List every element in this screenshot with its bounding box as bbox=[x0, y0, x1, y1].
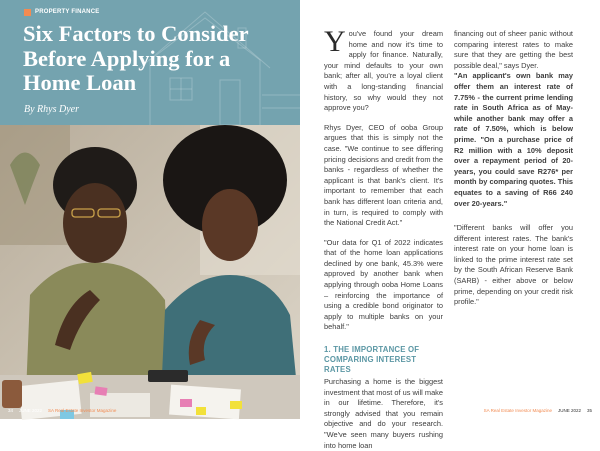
left-page-footer bbox=[8, 408, 116, 413]
left-page bbox=[0, 0, 300, 419]
section-subhead: 1. THE IMPORTANCE OF COMPARING INTEREST RATES bbox=[324, 345, 420, 375]
left-footer-magazine: SA Real Estate Investor Magazine bbox=[48, 408, 117, 413]
right-footer-issue: JUNE 2022 bbox=[557, 408, 581, 413]
article-byline: By Rhys Dyer bbox=[24, 104, 79, 115]
right-footer-magazine: SA Real Estate Investor Magazine bbox=[483, 408, 552, 413]
article-column-1 bbox=[324, 25, 443, 451]
body-paragraph: Purchasing a home is the biggest investment that most of us will make in our lifetime. Therefore, it's strongly advised that you remain objective and do your research. "We've seen many buyers rushing into home loan bbox=[324, 377, 443, 450]
intro-paragraph bbox=[324, 25, 443, 114]
right-page bbox=[300, 0, 600, 450]
article-headline: Six Factors to Consider Before Applying for a Home Loan bbox=[23, 21, 249, 95]
left-footer-issue: JUNE 2022 bbox=[19, 408, 43, 413]
drop-cap: Y bbox=[324, 25, 346, 58]
section-tag-label: PROPERTY FINANCE bbox=[35, 9, 100, 15]
right-page-number: 35 bbox=[586, 408, 592, 413]
body-paragraph: Rhys Dyer, CEO of ooba Group argues that this is simply not the case. "We continue to see differing pricing decisions and credit from the banks - regardless of whether the applicant is that bank's client. It's important to remember that each bank has different loan criteria and, in turn, is required to comply with the National Credit Act." bbox=[324, 122, 443, 228]
article-column-2 bbox=[454, 29, 573, 308]
title-banner bbox=[0, 0, 300, 125]
section-tag bbox=[24, 7, 99, 17]
body-paragraph: financing out of sheer panic without comparing interest rates to make sure that they are getting the best possible deal," says Dyer. bbox=[454, 29, 573, 70]
couple-reviewing-finances-photo bbox=[0, 125, 300, 419]
left-page-number: 34 bbox=[8, 408, 14, 413]
intro-text: ou've found your dream home and now it's time to apply for finance. Naturally, your mind defaults to your own bank; after all, you're a loyal client with a long-standing financial history, so why would they not approve you? bbox=[324, 29, 443, 113]
body-paragraph: "Our data for Q1 of 2022 indicates that of the home loan applications declined by one bank, 45.3% were approved by another bank when applying through ooba Home Loans – reinforcing the importance of using a credible bond originator to apply to multiple banks on your behalf." bbox=[324, 237, 443, 332]
pull-quote: "An applicant's own bank may offer them an interest rate of 7.75% - the current prime lending rate in South Africa as of May- while another bank may offer a rate of 7.50%, which is below prime. "On a purchase price of R2 million with a 10% deposit over a repayment period of 20-years, you could save R276* per month by comparing quotes. This equates to a saving of R66 240 over 20-years." bbox=[454, 71, 573, 208]
body-paragraph: "Different banks will offer you different interest rates. The bank's interest rate on your home loan is linked to the prime interest rate set by the South African Reserve Bank (SARB) - either above or below prime, depending on your credit risk profile." bbox=[454, 223, 573, 307]
right-page-footer bbox=[484, 408, 592, 413]
section-tag-marker bbox=[24, 9, 31, 16]
